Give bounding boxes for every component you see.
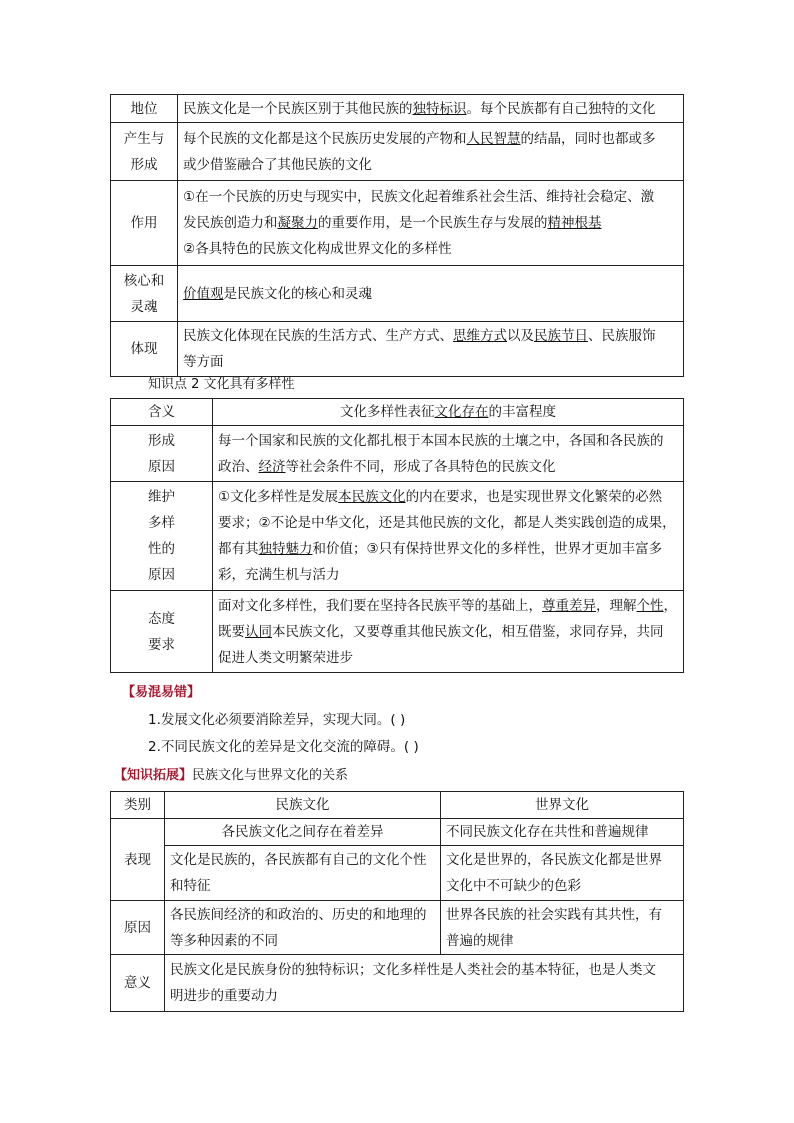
row-label	[111, 322, 178, 377]
text-line	[218, 428, 678, 454]
header-content	[213, 399, 684, 426]
row-label	[111, 266, 178, 322]
table-row	[111, 846, 684, 901]
table-row	[111, 322, 684, 377]
underlined-term: 价值观	[183, 285, 224, 302]
world-cell	[441, 819, 684, 846]
text-line: 维护	[148, 489, 175, 505]
ethnic-cell	[165, 846, 441, 901]
row-content	[178, 95, 684, 123]
table-row	[111, 123, 684, 181]
text-line: 民族文化是民族身份的独特标识；文化多样性是人类社会的基本特征，也是人类文	[170, 962, 656, 978]
underlined-term: 个性	[636, 597, 664, 614]
text-run: 民族文化是一个民族区别于其他民族的	[183, 100, 413, 117]
text-line: 灵魂	[130, 298, 158, 315]
text-line: 多样	[148, 515, 175, 531]
row-content	[178, 123, 684, 181]
text-run: ，	[663, 597, 677, 614]
confusion-title: 【易混易错】	[122, 685, 201, 700]
row-label: 表现	[111, 819, 165, 901]
text-line: 各民族间经济的和政治的、历史的和地理的	[170, 906, 427, 923]
row-label	[111, 95, 178, 123]
text-run: 的丰富程度	[488, 404, 556, 420]
text-run: 或少借鉴融合了其他民族的文化	[183, 156, 372, 173]
text-line: 地位	[130, 100, 158, 117]
text-line: 原因	[148, 567, 175, 583]
underlined-term: 尊重差异	[542, 597, 596, 614]
table-row	[111, 426, 684, 482]
text-line: 态度	[148, 610, 175, 627]
row-label	[111, 426, 213, 482]
text-line: 核心和	[123, 272, 165, 289]
text-line: 形成	[148, 432, 175, 449]
text-run: 每一个国家和民族的文化都扎根于本国本民族的土壤之中，各国和各民族的	[218, 432, 664, 449]
underlined-term: 思维方式	[453, 328, 507, 344]
text-line: 不同民族文化存在共性和普遍规律	[446, 824, 649, 840]
text-run: ①文化多样性是发展	[218, 489, 339, 505]
header-world-culture: 世界文化	[441, 792, 684, 819]
text-line: 和特征	[170, 878, 211, 894]
text-line	[183, 236, 678, 262]
text-run: 以及	[507, 328, 534, 344]
text-line: 作用	[130, 215, 158, 231]
question-2: 2.不同民族文化的差异是文化交流的障碍。( )	[148, 739, 419, 755]
table-row	[111, 399, 684, 426]
text-run: 既要	[218, 623, 245, 640]
ethnic-cell	[165, 819, 441, 846]
text-line: 形成	[130, 156, 158, 173]
row-label	[111, 123, 178, 181]
meaning-cell	[165, 955, 684, 1012]
text-run: 要求；②不论是中华文化，还是其他民族的文化，都是人类实践创造的成果，	[218, 515, 676, 531]
text-line: 世界各民族的社会实践有其共性，有	[446, 906, 662, 923]
text-line	[218, 454, 678, 480]
text-run: 都有其	[218, 541, 259, 557]
table-row	[111, 792, 684, 819]
text-run: ①在一个民族的历史与现实中，民族文化起着维系社会生活、维持社会稳定、激	[183, 189, 655, 205]
world-cell	[441, 846, 684, 901]
text-line: 等多种因素的不同	[170, 932, 278, 949]
row-label: 原因	[111, 901, 165, 955]
text-run: 面对文化多样性，我们要在坚持各民族平等的基础上，	[218, 597, 542, 614]
text-run: 本民族文化，又要尊重其他民族文化，相互借鉴，求同存异，共同	[272, 623, 664, 640]
text-run: 政治、	[218, 458, 259, 475]
underlined-term: 独特标识	[412, 100, 467, 117]
culture-relation-table	[110, 791, 684, 1012]
row-content	[213, 426, 684, 482]
row-content	[213, 482, 684, 591]
text-line	[218, 484, 678, 510]
table-row	[111, 955, 684, 1012]
underlined-term: 经济	[258, 458, 286, 475]
text-run: 、民族服饰	[588, 328, 656, 344]
text-run: 发民族创造力和	[183, 215, 278, 231]
text-line: 文化中不可缺少的色彩	[446, 878, 581, 894]
text-run: 是民族文化的核心和灵魂	[223, 285, 372, 302]
text-line	[183, 281, 678, 307]
header-ethnic-culture: 民族文化	[165, 792, 441, 819]
row-label	[111, 591, 213, 673]
underlined-term: 人民智慧	[466, 130, 521, 147]
world-cell	[441, 901, 684, 955]
row-content	[213, 591, 684, 673]
text-line	[183, 210, 678, 236]
text-run: ，理解	[596, 597, 637, 614]
text-line	[183, 323, 678, 349]
underlined-term: 独特魅力	[258, 541, 313, 557]
question-1: 1.发展文化必须要消除差异，实现大同。( )	[148, 712, 406, 728]
underlined-term: 文化存在	[434, 404, 489, 420]
row-label	[111, 482, 213, 591]
text-line	[218, 645, 678, 671]
table-row	[111, 901, 684, 955]
table-row	[111, 95, 684, 123]
table-row	[111, 819, 684, 846]
table-row	[111, 482, 684, 591]
text-line: 普遍的规律	[446, 932, 514, 949]
extension-subtitle: 民族文化与世界文化的关系	[192, 768, 349, 783]
text-line: 产生与	[123, 130, 165, 147]
underlined-term: 凝聚力	[277, 215, 318, 231]
text-line	[183, 126, 678, 152]
text-run: 的结晶，同时也都或多	[520, 130, 656, 147]
text-line: 文化是民族的，各民族都有自己的文化个性	[170, 852, 427, 868]
text-run: 彩，充满生机与活力	[218, 567, 340, 583]
extension-title: 【知识拓展】	[114, 768, 193, 783]
text-run: 民族文化体现在民族的生活方式、生产方式、	[183, 328, 453, 344]
text-run: 的内在要求，也是实现世界文化繁荣的必然	[405, 489, 663, 505]
underlined-term: 民族节日	[534, 328, 588, 344]
extension-heading	[114, 764, 348, 783]
text-line: 各民族文化之间存在着差异	[221, 824, 384, 840]
text-run: 的重要作用，是一个民族生存与发展的	[318, 215, 548, 231]
text-line	[183, 349, 678, 375]
header-category: 类别	[111, 792, 165, 819]
text-line: 性的	[148, 541, 175, 557]
text-line	[218, 536, 678, 562]
ethnic-cell	[165, 901, 441, 955]
text-line	[218, 593, 678, 619]
section-title: 知识点 2 文化具有多样性	[148, 377, 295, 392]
row-label	[111, 181, 178, 266]
underlined-term: 精神根基	[547, 215, 602, 231]
text-line	[218, 562, 678, 588]
text-line: 原因	[148, 458, 175, 475]
header-label: 含义	[111, 399, 213, 426]
ethnic-culture-table	[110, 94, 684, 377]
text-line: 体现	[130, 341, 158, 357]
text-line	[183, 184, 678, 210]
text-run: 。每个民族都有自己独特的文化	[466, 100, 656, 117]
text-run: 等社会条件不同，形成了各具特色的民族文化	[285, 458, 556, 475]
text-line	[183, 152, 678, 178]
table-row	[111, 181, 684, 266]
text-line	[183, 96, 678, 122]
underlined-term: 本民族文化	[338, 489, 406, 505]
text-run: ②各具特色的民族文化构成世界文化的多样性	[183, 241, 452, 257]
diversity-table	[110, 398, 684, 673]
row-content	[178, 181, 684, 266]
table-row	[111, 591, 684, 673]
text-run: 等方面	[183, 354, 224, 370]
text-line	[218, 510, 678, 536]
row-content	[178, 266, 684, 322]
text-run: 促进人类文明繁荣进步	[218, 649, 353, 666]
row-label: 意义	[111, 955, 165, 1012]
text-line	[218, 619, 678, 645]
underlined-term: 认同	[245, 623, 272, 640]
text-run: 文化多样性表征	[340, 404, 435, 420]
table-row	[111, 266, 684, 322]
text-line: 文化是世界的，各民族文化都是世界	[446, 852, 662, 868]
text-run: 和价值；③只有保持世界文化的多样性，世界才更加丰富多	[312, 541, 663, 557]
text-line: 明进步的重要动力	[170, 988, 278, 1004]
text-run: 每个民族的文化都是这个民族历史发展的产物和	[183, 130, 467, 147]
row-content	[178, 322, 684, 377]
text-line: 要求	[148, 636, 175, 653]
